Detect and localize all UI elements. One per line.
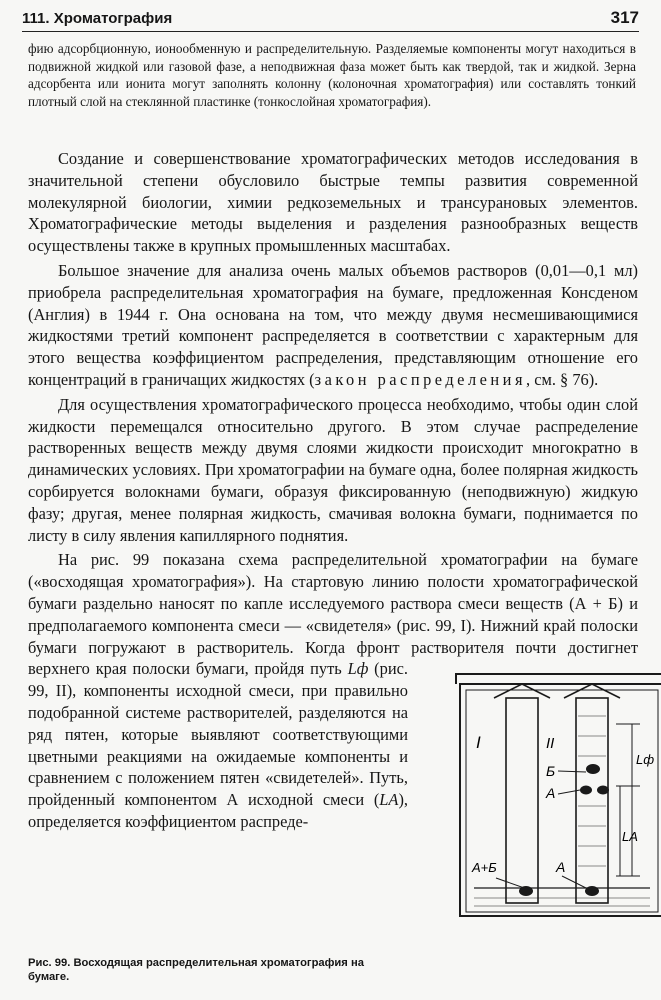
strip-1	[506, 698, 538, 903]
label-ab: А+Б	[472, 860, 497, 876]
paragraph-4	[28, 549, 655, 876]
paragraph-2-text: Большое значение для анализа очень малых объемов растворов (0,01—0,1 мл) приобрела распределительная хроматография на бумаге, предложенная Консденом (Англия) в 1944 г. Она основана на том, что между двумя несмешивающимися жидкостями третий компонент распределяется в соответствии с характерным для этого вещества коэффициентом распределения, представляющим отношение его концентраций в граничащих жидкостях (	[28, 260, 638, 389]
label-la: LA	[622, 829, 638, 845]
law-term: закон распределения	[314, 369, 526, 389]
start-spot-2	[585, 886, 599, 896]
figure-caption: Рис. 99. Восходящая распределительная хроматография на бумаге.	[28, 957, 364, 983]
paragraph-4-text-b: (рис. 99, II), компоненты исходной смеси, при правильно подобранной системе растворителей, разделяются на ряд пятен, которые выявляют соответствующими цветными реакциями на ожидаемые компоненты и сравнением с положением пятен «свидетелей». Путь, пройденный компонентом А исходной смеси (	[28, 659, 408, 810]
paragraph-4-text-a: На рис. 99 показана схема распределительной хроматографии на бумаге («восходящая хроматография»). На стартовую линию полости хроматографической бумаги раздельно наносят по капле исследуемого раствора смеси веществ (А + Б) и предполагаемого компонента смеси — «свидетеля» (рис. 99, I). Нижний край полоски бумаги погружают в растворитель. Когда фронт растворителя почти достигнет верхнего края полоски бумаги, пройдя путь	[28, 550, 638, 679]
small-print-paragraph: фию адсорбционную, ионообменную и распределительную. Разделяемые компоненты могут находиться в подвижной жидкой или газовой фазе, а неподвижная фаза может быть как твердой, так и жидкой. Зерна адсорбента или ионита могут заполнять колонну (колоночная хроматография) или составлять тонкий плотный слой на стеклянной пластинке (тонкослойная хроматография).	[28, 41, 636, 109]
paragraph-4-text-c: ), определяется коэффициентом распреде-	[28, 790, 408, 831]
spot-a2	[597, 786, 609, 795]
spot-b	[586, 764, 600, 774]
paragraph-1: Создание и совершенствование хроматографических методов исследования в значительной степени обусловило быстрые темпы развития современной молекулярной биологии, химии редкоземельных и трансурановых элементов. Хроматографические методы выделения и разделения разнообразных веществ осуществлены также в крупных промышленных масштабах.	[28, 149, 638, 256]
label-a: А	[546, 785, 556, 802]
strip-2	[576, 698, 608, 903]
label-strip-2: II	[546, 735, 555, 753]
label-b: Б	[546, 763, 556, 780]
path-la: LA	[379, 790, 399, 810]
label-strip-1: I	[476, 733, 481, 753]
main-text	[28, 148, 655, 924]
page-header	[22, 7, 639, 32]
paragraph-2-end: , см. § 76).	[526, 369, 599, 389]
chromatography-diagram	[450, 666, 661, 924]
paragraph-3: Для осуществления хроматографического процесса необходимо, чтобы один слой жидкости перемещался относительно другого. В этом случае распределение растворенных веществ между двумя слоями жидкости происходит многократно в динамических условиях. При хроматографии на бумаге одна, более полярная жидкость сорбируется волокнами бумаги, образуя фиксированную (неподвижную) жидкую фазу; другая, менее полярная жидкость, смачивая волокна бумаги, поднимается по листу в силу явления капиллярного поднятия.	[28, 394, 638, 545]
figure-99	[420, 666, 655, 924]
strip-1-holder	[494, 684, 550, 698]
spot-a	[580, 786, 592, 795]
page-number: 317	[610, 8, 639, 27]
chamber-lid	[456, 674, 661, 684]
chamber-vessel	[460, 684, 661, 916]
label-a2: А	[556, 859, 566, 876]
strip-2-holder	[564, 684, 620, 698]
section-title: 111. Хроматография	[22, 10, 173, 27]
label-lf: Lф	[636, 752, 655, 768]
paragraph-2	[28, 260, 638, 391]
path-lf: Lф	[347, 659, 369, 679]
start-spot-1	[519, 886, 533, 896]
